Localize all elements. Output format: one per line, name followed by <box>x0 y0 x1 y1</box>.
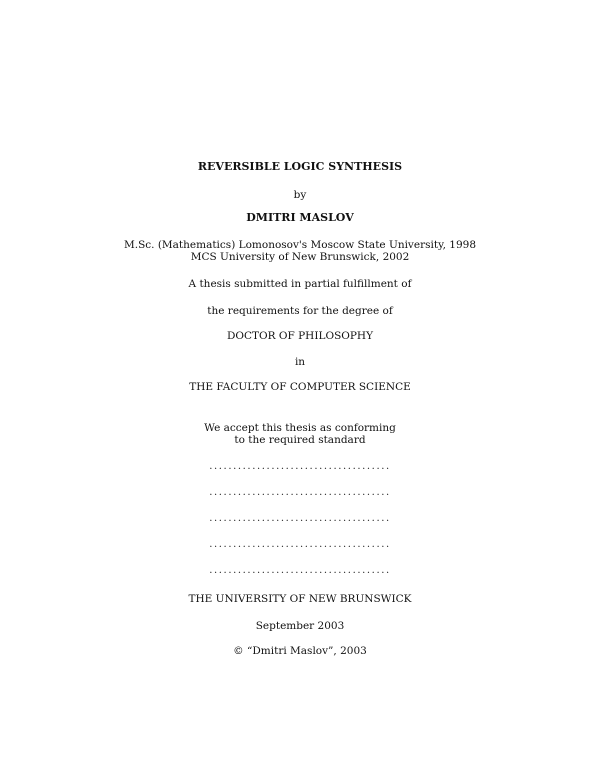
university-name: THE UNIVERSITY OF NEW BRUNSWICK <box>188 593 412 605</box>
previous-degree-1: M.Sc. (Mathematics) Lomonosov's Moscow State University, 1998 <box>123 239 477 251</box>
submission-statement-1: A thesis submitted in partial fulfillment of <box>188 278 412 290</box>
thesis-title: REVERSIBLE LOGIC SYNTHESIS <box>197 160 403 173</box>
author-name: DMITRI MASLOV <box>246 211 354 224</box>
by-label: by <box>293 189 307 201</box>
degree-sought: DOCTOR OF PHILOSOPHY <box>226 330 374 342</box>
signature-line: ...................................... <box>209 487 391 498</box>
signature-line: ...................................... <box>209 539 391 550</box>
acceptance-statement-2: to the required standard <box>234 434 366 446</box>
copyright-notice: © “Dmitri Maslov”, 2003 <box>233 645 367 657</box>
submission-date: September 2003 <box>255 620 345 632</box>
signature-line: ...................................... <box>209 565 391 576</box>
signature-line: ...................................... <box>209 513 391 524</box>
previous-degree-2: MCS University of New Brunswick, 2002 <box>190 251 410 263</box>
in-label: in <box>294 356 306 368</box>
submission-statement-2: the requirements for the degree of <box>207 305 393 317</box>
faculty-name: THE FACULTY OF COMPUTER SCIENCE <box>189 381 411 393</box>
signature-line: ...................................... <box>209 461 391 472</box>
acceptance-statement-1: We accept this thesis as conforming <box>204 422 396 434</box>
